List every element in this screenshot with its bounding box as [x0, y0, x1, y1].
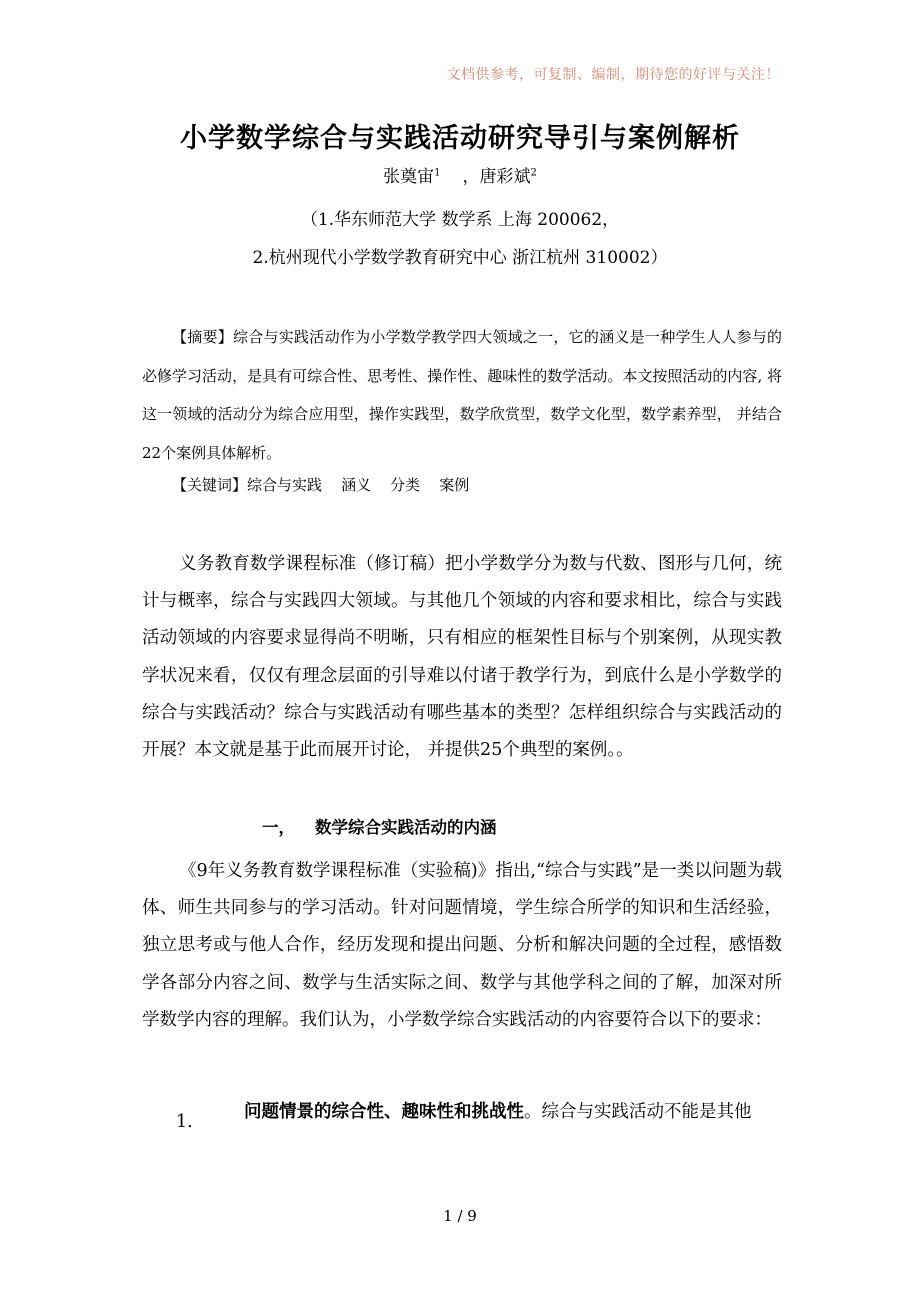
- abstract: [142, 318, 782, 472]
- abstract-label: 【摘要】: [172, 328, 234, 346]
- section-title: 数学综合实践活动的内涵: [315, 818, 497, 837]
- author-2: 唐彩斌: [479, 167, 531, 187]
- body-paragraph-2: 《9年义务教育数学课程标准（实验稿)》指出,“综合与实践”是一类以问题为载体、师生共同参与的学习活动。针对问题情境，学生综合所学的知识和生活经验，独立思考或与他人合作，经历发现和提出问题、分析和解决问题的全过程，感悟数学各部分内容之间、数学与生活实际之间、数学与其他学科之间的了解，加深对所学数学内容的理解。我们认为，小学数学综合实践活动的内容要符合以下的要求：: [142, 861, 782, 1030]
- list-item-1: [244, 1094, 774, 1131]
- author-1-affil-mark: 1: [434, 167, 441, 179]
- abstract-text: 综合与实践活动作为小学数学教学四大领域之一，它的涵义是一种学生人人参与的必修学习活动，是具有可综合性、思考性、操作性、趣味性的数学活动。本文按照活动的内容, 将这一领域的活动分为综合应用型，操作实践型，数学欣赏型，数学文化型，数学素养型， 并结合22个案例具体解析。: [142, 328, 782, 462]
- author-line: [0, 162, 920, 187]
- header-watermark: 文档供参考，可复制、编制，期待您的好评与关注！: [446, 67, 780, 83]
- keywords-text: 综合与实践 涵义 分类 案例: [247, 476, 470, 494]
- body-paragraph-1: 义务教育数学课程标准（修订稿）把小学数学分为数与代数、图形与几何，统计与概率，综合与实践四大领域。与其他几个领域的内容和要求相比，综合与实践活动领域的内容要求显得尚不明晰，只有相应的框架性目标与个别案例，从现实教学状况来看，仅仅有理念层面的引导难以付诸于教学行为，到底什么是小学数学的综合与实践活动？综合与实践活动有哪些基本的类型？怎样组织综合与实践活动的开展？本文就是基于此而展开讨论， 并提供25个典型的案例。。: [142, 554, 782, 761]
- section-number: 一，: [262, 818, 295, 837]
- author-2-affil-mark: 2: [530, 167, 537, 179]
- list-item-number: 1.: [176, 1112, 193, 1132]
- page-number: 1 / 9: [443, 1207, 477, 1225]
- keywords-label: 【关键词】: [172, 476, 248, 494]
- section-heading-1: [262, 814, 497, 838]
- affiliation-2: 2.杭州现代小学数学教育研究中心 浙江杭州 310002）: [252, 248, 668, 268]
- author-separator: ，: [462, 167, 480, 187]
- list-item-emphasis: 问题情景的综合性、趣味性和挑战性: [244, 1102, 524, 1122]
- author-1: 张奠宙: [383, 167, 435, 187]
- list-item-text: 。综合与实践活动不能是其他: [524, 1102, 752, 1122]
- affiliation-1: （1.华东师范大学 数学系 上海 200062，: [300, 210, 620, 230]
- keywords: [172, 474, 469, 495]
- paper-title: 小学数学综合与实践活动研究导引与案例解析: [180, 123, 740, 154]
